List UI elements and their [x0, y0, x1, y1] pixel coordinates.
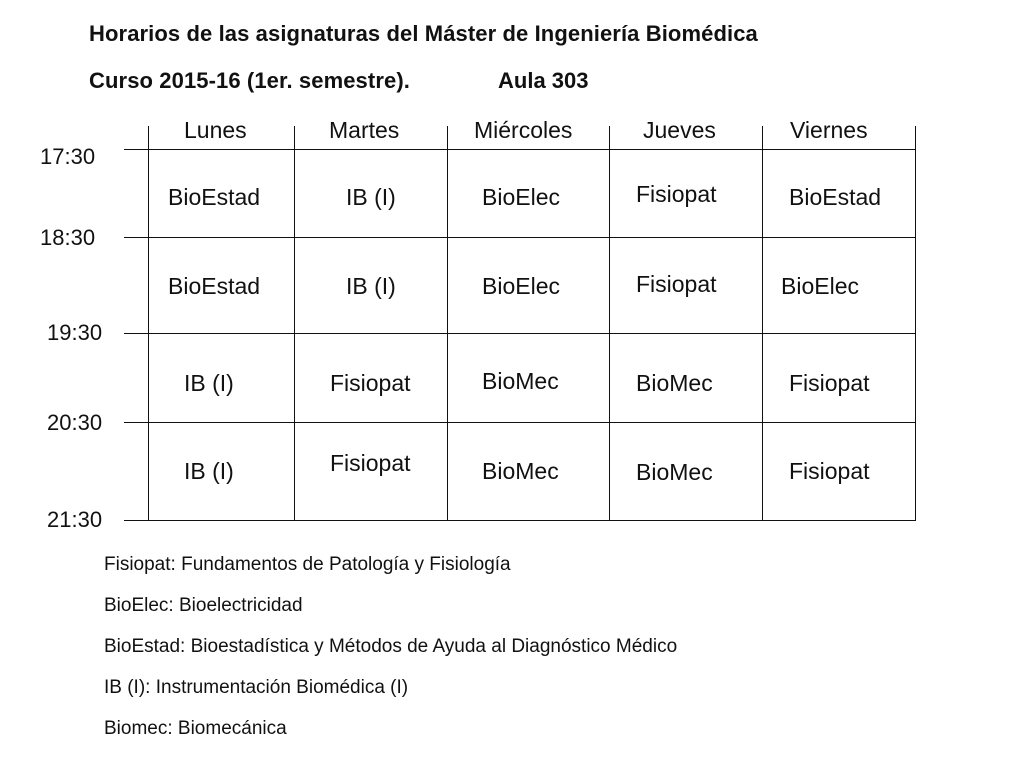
- day-header: Miércoles: [474, 117, 573, 143]
- time-label: 17:30: [40, 144, 96, 169]
- schedule-cell: Fisiopat: [789, 458, 870, 484]
- schedule-cell: Fisiopat: [636, 181, 717, 207]
- title-line-2: Curso 2015-16 (1er. semestre).: [89, 68, 410, 93]
- time-label: 18:30: [40, 225, 96, 250]
- legend-item: IB (I): Instrumentación Biomédica (I): [104, 677, 409, 698]
- grid-line: [609, 126, 610, 521]
- grid-line: [762, 126, 763, 521]
- schedule-cell: IB (I): [346, 184, 396, 210]
- title-line-1: Horarios de las asignaturas del Máster de Ingeniería Biomédica: [89, 21, 758, 46]
- grid-line: [148, 126, 149, 521]
- time-label: 21:30: [47, 507, 103, 532]
- schedule-cell: BioMec: [482, 368, 559, 394]
- schedule-cell: BioMec: [636, 459, 713, 485]
- schedule-cell: Fisiopat: [330, 450, 411, 476]
- schedule-cell: BioElec: [781, 273, 859, 299]
- schedule-cell: IB (I): [184, 370, 234, 396]
- grid-line: [124, 422, 916, 423]
- grid-line: [294, 126, 295, 521]
- time-label: 20:30: [47, 410, 103, 435]
- schedule-cell: IB (I): [184, 458, 234, 484]
- time-label: 19:30: [47, 320, 103, 345]
- schedule-cell: BioEstad: [168, 184, 261, 210]
- grid-line: [447, 126, 448, 521]
- grid-line: [124, 520, 916, 521]
- schedule-cell: Fisiopat: [636, 271, 717, 297]
- day-header: Lunes: [184, 117, 247, 143]
- legend-item: BioElec: Bioelectricidad: [104, 595, 303, 616]
- legend-item: BioEstad: Bioestadística y Métodos de Ayuda al Diagnóstico Médico: [104, 636, 678, 657]
- grid-line: [124, 237, 916, 238]
- day-header: Viernes: [790, 117, 868, 143]
- legend-item: Biomec: Biomecánica: [104, 718, 287, 739]
- grid-line: [124, 333, 916, 334]
- day-header: Jueves: [643, 117, 716, 143]
- schedule-cell: BioElec: [482, 273, 560, 299]
- room-label: Aula 303: [498, 68, 589, 93]
- schedule-cell: Fisiopat: [330, 370, 411, 396]
- grid-line: [915, 126, 916, 521]
- legend-item: Fisiopat: Fundamentos de Patología y Fisiología: [104, 554, 511, 575]
- grid-line: [124, 149, 916, 150]
- day-header: Martes: [329, 117, 400, 143]
- schedule-cell: BioMec: [636, 370, 713, 396]
- schedule-cell: BioElec: [482, 184, 560, 210]
- schedule-cell: BioMec: [482, 458, 559, 484]
- schedule-cell: BioEstad: [168, 273, 261, 299]
- schedule-cell: IB (I): [346, 273, 396, 299]
- schedule-cell: Fisiopat: [789, 370, 870, 396]
- schedule-cell: BioEstad: [789, 184, 882, 210]
